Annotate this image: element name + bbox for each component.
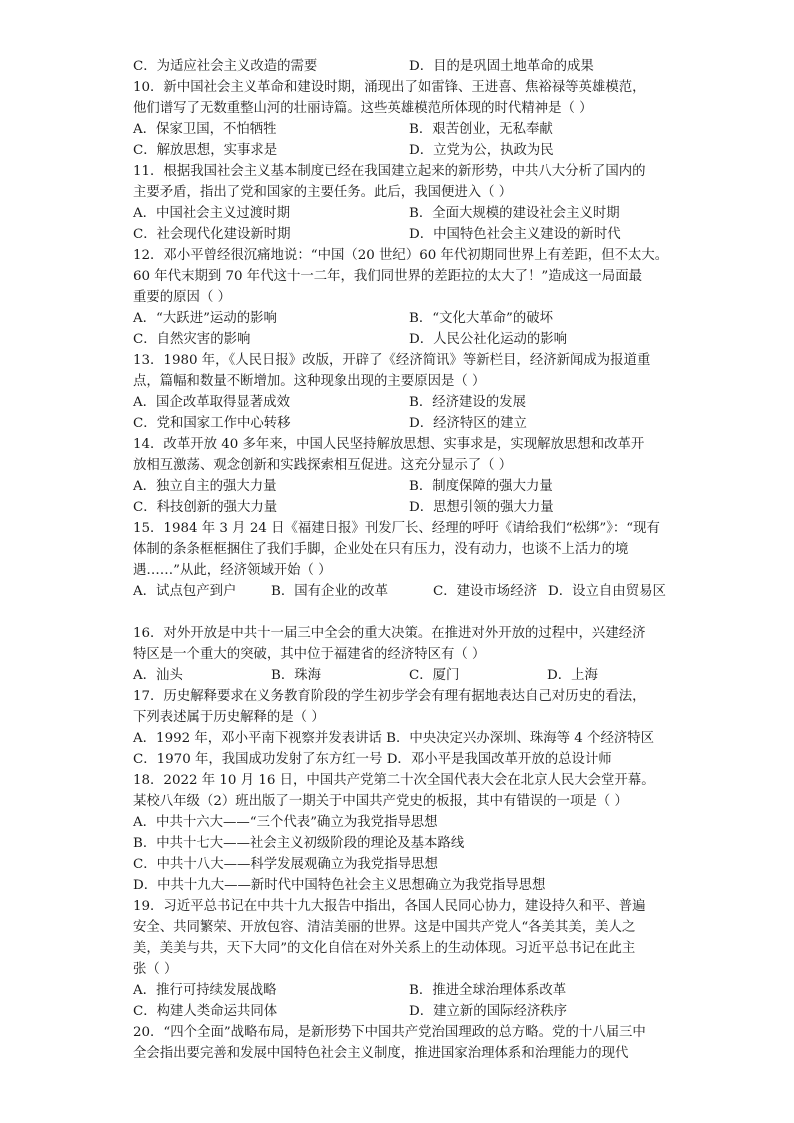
question-13 [133, 350, 663, 434]
option-a: A．推行可持续发展战略 [133, 983, 277, 998]
question-10 [133, 77, 663, 161]
question-stem-line: 19．习近平总书记在中共十九大报告中指出，各国人民同心协力，建设持久和平、普遍 [133, 899, 646, 914]
options-row [133, 140, 663, 161]
question-stem-line: 11．根据我国社会主义基本制度已经在我国建立起来的新形势，中共八大分析了国内的 [133, 164, 646, 179]
exam-page [133, 56, 669, 1064]
options-row [133, 224, 663, 245]
option-b: B．推进全球治理体系改革 [409, 983, 567, 998]
question-9-options [133, 56, 663, 77]
question-stem-line: 14．改革开放 40 多年来，中国人民坚持解放思想、实事求是，实现解放思想和改革开 [133, 437, 645, 452]
option-d: D．目的是巩固土地革命的成果 [409, 59, 594, 74]
question-14 [133, 434, 663, 518]
options-row [133, 476, 663, 497]
option-b: B．中共十七大——社会主义初级阶段的理论及基本路线 [133, 836, 465, 851]
option-d: D．思想引领的强大力量 [409, 500, 554, 515]
question-stem-line: 15．1984 年 3 月 24 日《福建日报》刊发厂长、经理的呼吁《请给我们“松绑”》：“现有 [133, 521, 660, 536]
options-row [133, 119, 663, 140]
question-15 [133, 518, 666, 623]
option-b: B．制度保障的强大力量 [409, 479, 553, 494]
question-stem-line: 特区是一个重大的突破，其中位于福建省的经济特区有（ ） [133, 647, 486, 662]
option-c: C．构建人类命运共同体 [133, 1004, 278, 1019]
option-d: D．建立新的国际经济秩序 [409, 1004, 568, 1019]
option-a: A．中国社会主义过渡时期 [133, 206, 290, 221]
option-a: A．汕头 [133, 668, 183, 683]
option-b: B．珠海 [271, 668, 322, 683]
question-stem-line: 安全、共同繁荣、开放包容、清洁美丽的世界。这是中国共产党人“各美其美，美人之 [133, 920, 636, 935]
option-b: B．经济建设的发展 [409, 395, 526, 410]
question-stem-line: 全会指出要完善和发展中国特色社会主义制度，推进国家治理体系和治理能力的现代 [133, 1046, 629, 1061]
option-d: D．中共十九大——新时代中国特色社会主义思想确立为我党指导思想 [133, 878, 546, 893]
options-row [133, 1001, 663, 1022]
question-16 [133, 623, 663, 686]
option-d: D．中国特色社会主义建设的新时代 [409, 227, 621, 242]
options-row [133, 665, 663, 686]
option-c: C．社会现代化建设新时期 [133, 227, 291, 242]
question-stem-line: 点，篇幅和数量不断增加。这种现象出现的主要原因是（ ） [133, 374, 486, 389]
option-d: D．上海 [547, 668, 598, 683]
question-19 [133, 896, 663, 1022]
option-c: C．科技创新的强大力量 [133, 500, 278, 515]
question-18 [133, 770, 663, 896]
options-row [133, 203, 663, 224]
options-row [133, 329, 663, 350]
options-row [133, 497, 663, 518]
question-stem-line: 重要的原因（ ） [133, 290, 231, 305]
options-row [133, 392, 663, 413]
options-line: C．1970 年，我国成功发射了东方红一号 D．邓小平是我国改革开放的总设计师 [133, 752, 612, 767]
question-11 [133, 161, 663, 245]
option-b: B．国有企业的改革 [271, 584, 388, 599]
question-stem-line: 美，美美与共，天下大同”的文化自信在对外关系上的生动体现。习近平总书记在此主 [133, 941, 636, 956]
option-a: A．国企改革取得显著成效 [133, 395, 290, 410]
option-a: A．“大跃进”运动的影响 [133, 311, 277, 326]
option-d: D．经济特区的建立 [409, 416, 527, 431]
question-stem-line: 17．历史解释要求在义务教育阶段的学生初步学会有理有据地表达自己对历史的看法， [133, 689, 646, 704]
options-row [133, 413, 663, 434]
question-stem-line: 体制的条条框框捆住了我们手脚，企业处在只有压力，没有动力，也谈不上活力的境 [133, 542, 629, 557]
question-stem-line: 他们谱写了无数重整山河的壮丽诗篇。这些英雄模范所体现的时代精神是（ ） [133, 101, 593, 116]
question-stem-line: 张（ ） [133, 962, 178, 977]
option-a: A．中共十六大——“三个代表”确立为我党指导思想 [133, 815, 438, 830]
option-c: C．为适应社会主义改造的需要 [133, 59, 318, 74]
question-12 [133, 245, 669, 350]
option-b: B．“文化大革命”的破坏 [409, 311, 554, 326]
question-stem-line: 20．“四个全面”战略布局，是新形势下中国共产党治国理政的总方略。党的十八届三中 [133, 1025, 646, 1040]
question-stem-line: 主要矛盾，指出了党和国家的主要任务。此后，我国便进入（ ） [133, 185, 513, 200]
question-stem-line: 某校八年级（2）班出版了一期关于中国共产党史的板报，其中有错误的一项是（ ） [133, 794, 628, 809]
option-d: D．设立自由贸易区 [548, 584, 666, 599]
option-c: C．自然灾害的影响 [133, 332, 251, 347]
question-stem-line: 12．邓小平曾经很沉痛地说：“中国（20 世纪）60 年代初期同世界上有差距，但不太大。 [133, 248, 669, 263]
question-stem-line: 下列表述属于历史解释的是（ ） [133, 710, 325, 725]
option-b: B．艰苦创业，无私奉献 [409, 122, 553, 137]
question-stem-line: 放相互激荡、观念创新和实践探索相互促进。这充分显示了（ ） [133, 458, 513, 473]
options-row [133, 308, 663, 329]
question-stem-line: 60 年代末期到 70 年代这十一二年，我们同世界的差距拉的太大了！”造成这一局面最 [133, 269, 642, 284]
option-b: B．全面大规模的建设社会主义时期 [409, 206, 620, 221]
options-row [133, 980, 663, 1001]
question-stem-line: 16．对外开放是中共十一届三中全会的重大决策。在推进对外开放的过程中，兴建经济 [133, 626, 646, 641]
option-c: C．解放思想，实事求是 [133, 143, 278, 158]
question-17 [133, 686, 663, 770]
option-a: A．保家卫国，不怕牺牲 [133, 122, 277, 137]
question-stem-line: 遇……”从此，经济领域开始（ ） [133, 563, 332, 578]
option-c: C．建设市场经济 [433, 584, 537, 599]
question-stem-line: 13．1980 年，《人民日报》改版，开辟了《经济简讯》等新栏目，经济新闻成为报道重 [133, 353, 651, 368]
option-a: A．独立自主的强大力量 [133, 479, 277, 494]
question-stem-line: 18．2022 年 10 月 16 日，中国共产党第二十次全国代表大会在北京人民大会堂开幕。 [133, 773, 655, 788]
option-a: A．试点包产到户 [133, 584, 237, 599]
question-stem-line: 10．新中国社会主义革命和建设时期，涌现出了如雷锋、王进喜、焦裕禄等英雄模范， [133, 80, 646, 95]
option-c: C．厦门 [409, 668, 460, 683]
options-line: A．1992 年，邓小平南下视察并发表讲话 B．中央决定兴办深圳、珠海等 4 个经济特区 [133, 731, 655, 746]
option-c: C．党和国家工作中心转移 [133, 416, 291, 431]
option-d: D．立党为公，执政为民 [409, 143, 554, 158]
question-20 [133, 1022, 663, 1064]
option-c: C．中共十八大——科学发展观确立为我党指导思想 [133, 857, 438, 872]
option-d: D．人民公社化运动的影响 [409, 332, 568, 347]
options-row [133, 581, 666, 623]
